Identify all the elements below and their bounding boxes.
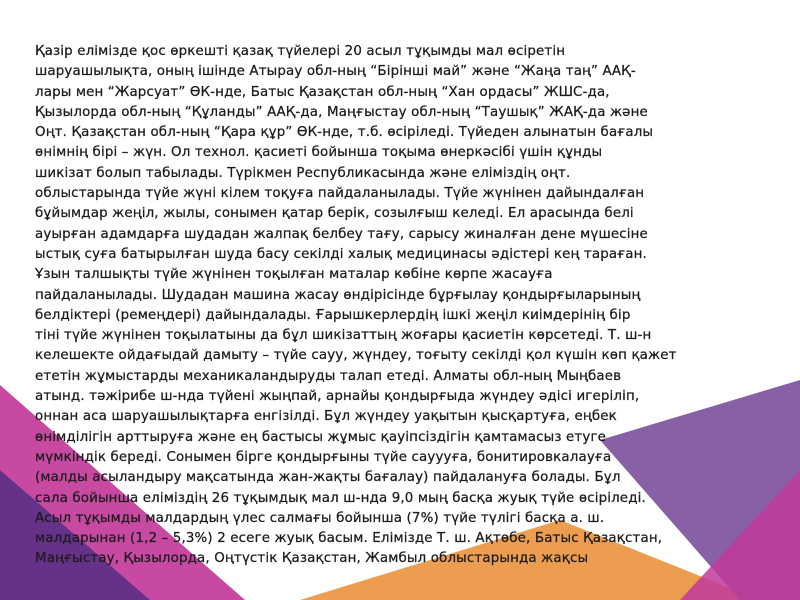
text-line: ыстық суға батырылған шуда басу секілді халық медицинасы әдістері кең тараған. [35, 246, 647, 262]
text-line: облыстарында түйе жүні кілем тоқуға пайдаланылады. Түйе жүнінен дайындалған [35, 186, 645, 202]
text-line: Маңғыстау, Қызылорда, Оңтүстік Қазақстан, Жамбыл облыстарында жақсы [35, 551, 589, 567]
text-line: белдіктері (ремеңдері) дайындалады. Ғарышкерлердің ішкі жеңіл киімдерінің бір [35, 307, 631, 323]
text-line: Ұзын талшықты түйе жүнінен тоқылған маталар көбіне көрпе жасауға [35, 267, 553, 283]
text-line: шаруашылықта, оның ішінде Атырау обл-ның “Бірінші май” және “Жаңа таң” ААҚ- [35, 64, 636, 80]
text-line: мүмкіндік береді. Сонымен бірге қондырғыны түйе сауууға, бонитировкалауға [35, 449, 612, 465]
text-line: Қазір елімізде қос өркешті қазақ түйелері 20 асыл тұқымды мал өсіретін [35, 44, 566, 59]
text-line: келешекте ойдағыдай дамыту – түйе сауу, жүндеу, тоғыту секілді қол күшін көп қажет [35, 348, 677, 364]
text-line: өнімділігін арттыруға және ең бастысы жұмыс қауіпсіздігін қамтамасыз етуге [35, 429, 607, 445]
body-text [35, 42, 768, 570]
text-line: ететін жұмыстарды механикаландыруды талап етеді. Алматы обл-ның Мыңбаев [35, 368, 622, 384]
text-line: бұйымдар жеңіл, жылы, сонымен қатар берік, созылғыш келеді. Ел арасында белі [35, 206, 634, 222]
text-line: пайдаланылады. Шудадан машина жасау өндірісінде бұрғылау қондырғыларының [35, 287, 641, 303]
text-line: Оңт. Қазақстан обл-ның “Қара құр” ӨК-нде, т.б. өсіріледі. Түйеден алынатын бағалы [35, 125, 654, 141]
text-line: ауырған адамдарға шудадан жалпақ белбеу тағу, сарысу жиналған дене мүшесіне [35, 226, 648, 242]
text-line: малдарынан (1,2 – 5,3%) 2 есеге жуық басым. Елімізде Т. ш. Ақтөбе, Батыс Қазақстан, [35, 531, 663, 547]
text-line: сала бойынша еліміздің 26 тұқымдық мал ш-нда 9,0 мың басқа жуық түйе өсіріледі. [35, 490, 646, 506]
text-line: оннан аса шаруашылықтарға енгізілді. Бұл жүндеу уақытын қысқартуға, еңбек [35, 409, 617, 425]
text-line: Асыл тұқымды малдардың үлес салмағы бойынша (7%) түйе түлігі басқа а. ш. [35, 510, 605, 526]
text-line: Қызылорда обл-ның “Құланды” ААҚ-да, Маңғыстау обл-ның “Таушық” ЖАҚ-да және [35, 104, 648, 120]
text-line: тіні түйе жүнінен тоқылатыны да бұл шикізаттың жоғары қасиетін көрсетеді. Т. ш-н [35, 328, 652, 344]
text-line: лары мен “Жарсуат” ӨК-нде, Батыс Қазақстан обл-ның “Хан ордасы” ЖШС-да, [35, 84, 610, 100]
text-line: атынд. тәжірибе ш-нда түйені жыңпай, арнайы қондырғыда жүндеу әдісі игеріліп, [35, 389, 640, 405]
text-line: шикізат болып табылады. Түрікмен Республикасында және еліміздің оңт. [35, 165, 571, 181]
text-line: (малды асыландыру мақсатында жан-жақты бағалау) пайдалануға болады. Бұл [35, 470, 621, 486]
text-line: өнімнің бірі – жүн. Ол технол. қасиеті бойынша тоқыма өнеркәсібі үшін құнды [35, 145, 603, 161]
